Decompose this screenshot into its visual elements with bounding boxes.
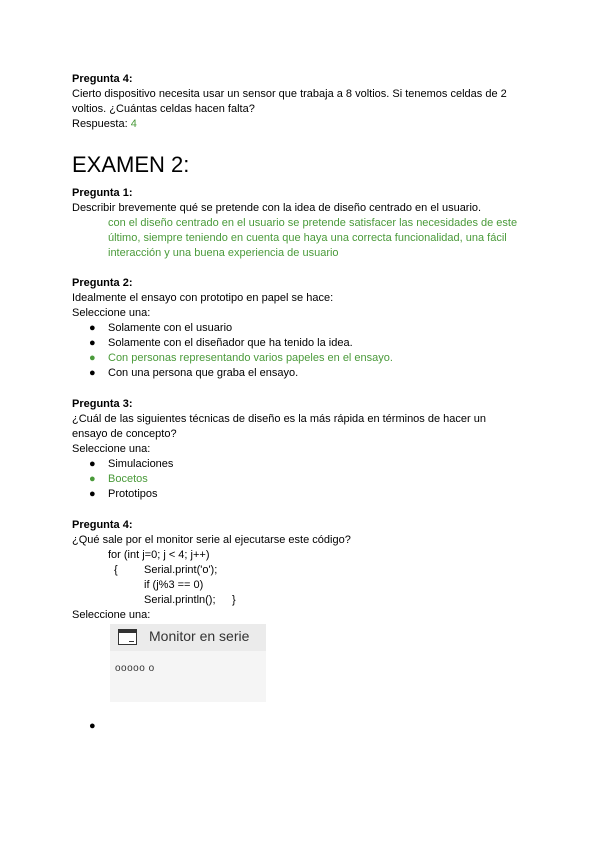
question-text: Idealmente el ensayo con prototipo en papel se hace:	[72, 292, 334, 304]
select-prompt: Seleccione una:	[72, 443, 151, 455]
serial-monitor-title: Monitor en serie	[149, 628, 250, 644]
question-title: Pregunta 1:	[72, 187, 133, 199]
code-brace-close: }	[232, 594, 236, 606]
question-text: Cierto dispositivo necesita usar un sensor que trabaja a 8 voltios. Si tenemos celdas de 2	[72, 88, 507, 100]
question-title: Pregunta 4:	[72, 73, 133, 85]
monitor-window-icon	[118, 629, 137, 645]
code-line: Serial.println();	[144, 594, 216, 606]
option-item[interactable]: ● Con una persona que graba el ensayo.	[89, 367, 299, 379]
question-text: ensayo de concepto?	[72, 428, 177, 440]
bullet-icon: ●	[89, 367, 96, 379]
select-prompt: Seleccione una:	[72, 609, 151, 621]
code-line: if (j%3 == 0)	[144, 579, 204, 591]
bullet-icon: ●	[89, 458, 96, 470]
question-text: Describir brevemente qué se pretende con la idea de diseño centrado en el usuario.	[72, 202, 482, 214]
question-text: ¿Cuál de las siguientes técnicas de diseño es la más rápida en términos de hacer un	[72, 413, 486, 425]
question-text: voltios. ¿Cuántas celdas hacen falta?	[72, 103, 255, 115]
question-3	[72, 397, 532, 502]
code-brace-open: {	[114, 564, 118, 576]
answer-label: Respuesta:	[72, 118, 128, 130]
code-line: for (int j=0; j < 4; j++)	[108, 549, 210, 561]
question-title: Pregunta 2:	[72, 277, 133, 289]
question-title: Pregunta 4:	[72, 519, 133, 531]
option-item[interactable]: ● Simulaciones	[89, 458, 174, 470]
question-4-code	[72, 518, 532, 548]
answer-text: interacción y una buena experiencia de usuario	[108, 247, 339, 259]
select-prompt: Seleccione una:	[72, 307, 151, 319]
question-2	[72, 276, 532, 381]
serial-monitor-titlebar	[110, 624, 266, 651]
answer-text: último, siempre teniendo en cuenta que haya una correcta funcionalidad, una fácil	[108, 232, 507, 244]
bullet-icon: ●	[89, 720, 96, 732]
bullet-icon: ●	[89, 352, 96, 364]
bullet-icon: ●	[89, 488, 96, 500]
code-line: Serial.print('o');	[144, 564, 218, 576]
answer-line	[72, 117, 532, 132]
question-text: ¿Qué sale por el monitor serie al ejecutarse este código?	[72, 534, 351, 546]
question-1	[72, 186, 532, 261]
option-list	[72, 321, 532, 381]
answer-text: con el diseño centrado en el usuario se pretende satisfacer las necesidades de este	[108, 217, 518, 229]
question-4-top	[72, 72, 532, 132]
bullet-icon: ●	[89, 322, 96, 334]
option-item-correct[interactable]: ● Con personas representando varios papeles en el ensayo.	[89, 352, 393, 364]
serial-monitor-output: ooooo o	[115, 663, 155, 674]
option-item-correct[interactable]: ● Bocetos	[89, 473, 148, 485]
serial-monitor-image	[110, 624, 266, 702]
bullet-icon: ●	[89, 337, 96, 349]
option-item[interactable]: ● Solamente con el diseñador que ha tenido la idea.	[89, 337, 353, 349]
bullet-icon: ●	[89, 473, 96, 485]
question-title: Pregunta 3:	[72, 398, 133, 410]
option-item[interactable]: ● Solamente con el usuario	[89, 322, 233, 334]
option-list	[72, 457, 532, 502]
answer-value: 4	[130, 118, 137, 130]
exam-heading: EXAMEN 2:	[72, 152, 190, 177]
option-item[interactable]: ● Prototipos	[89, 488, 158, 500]
